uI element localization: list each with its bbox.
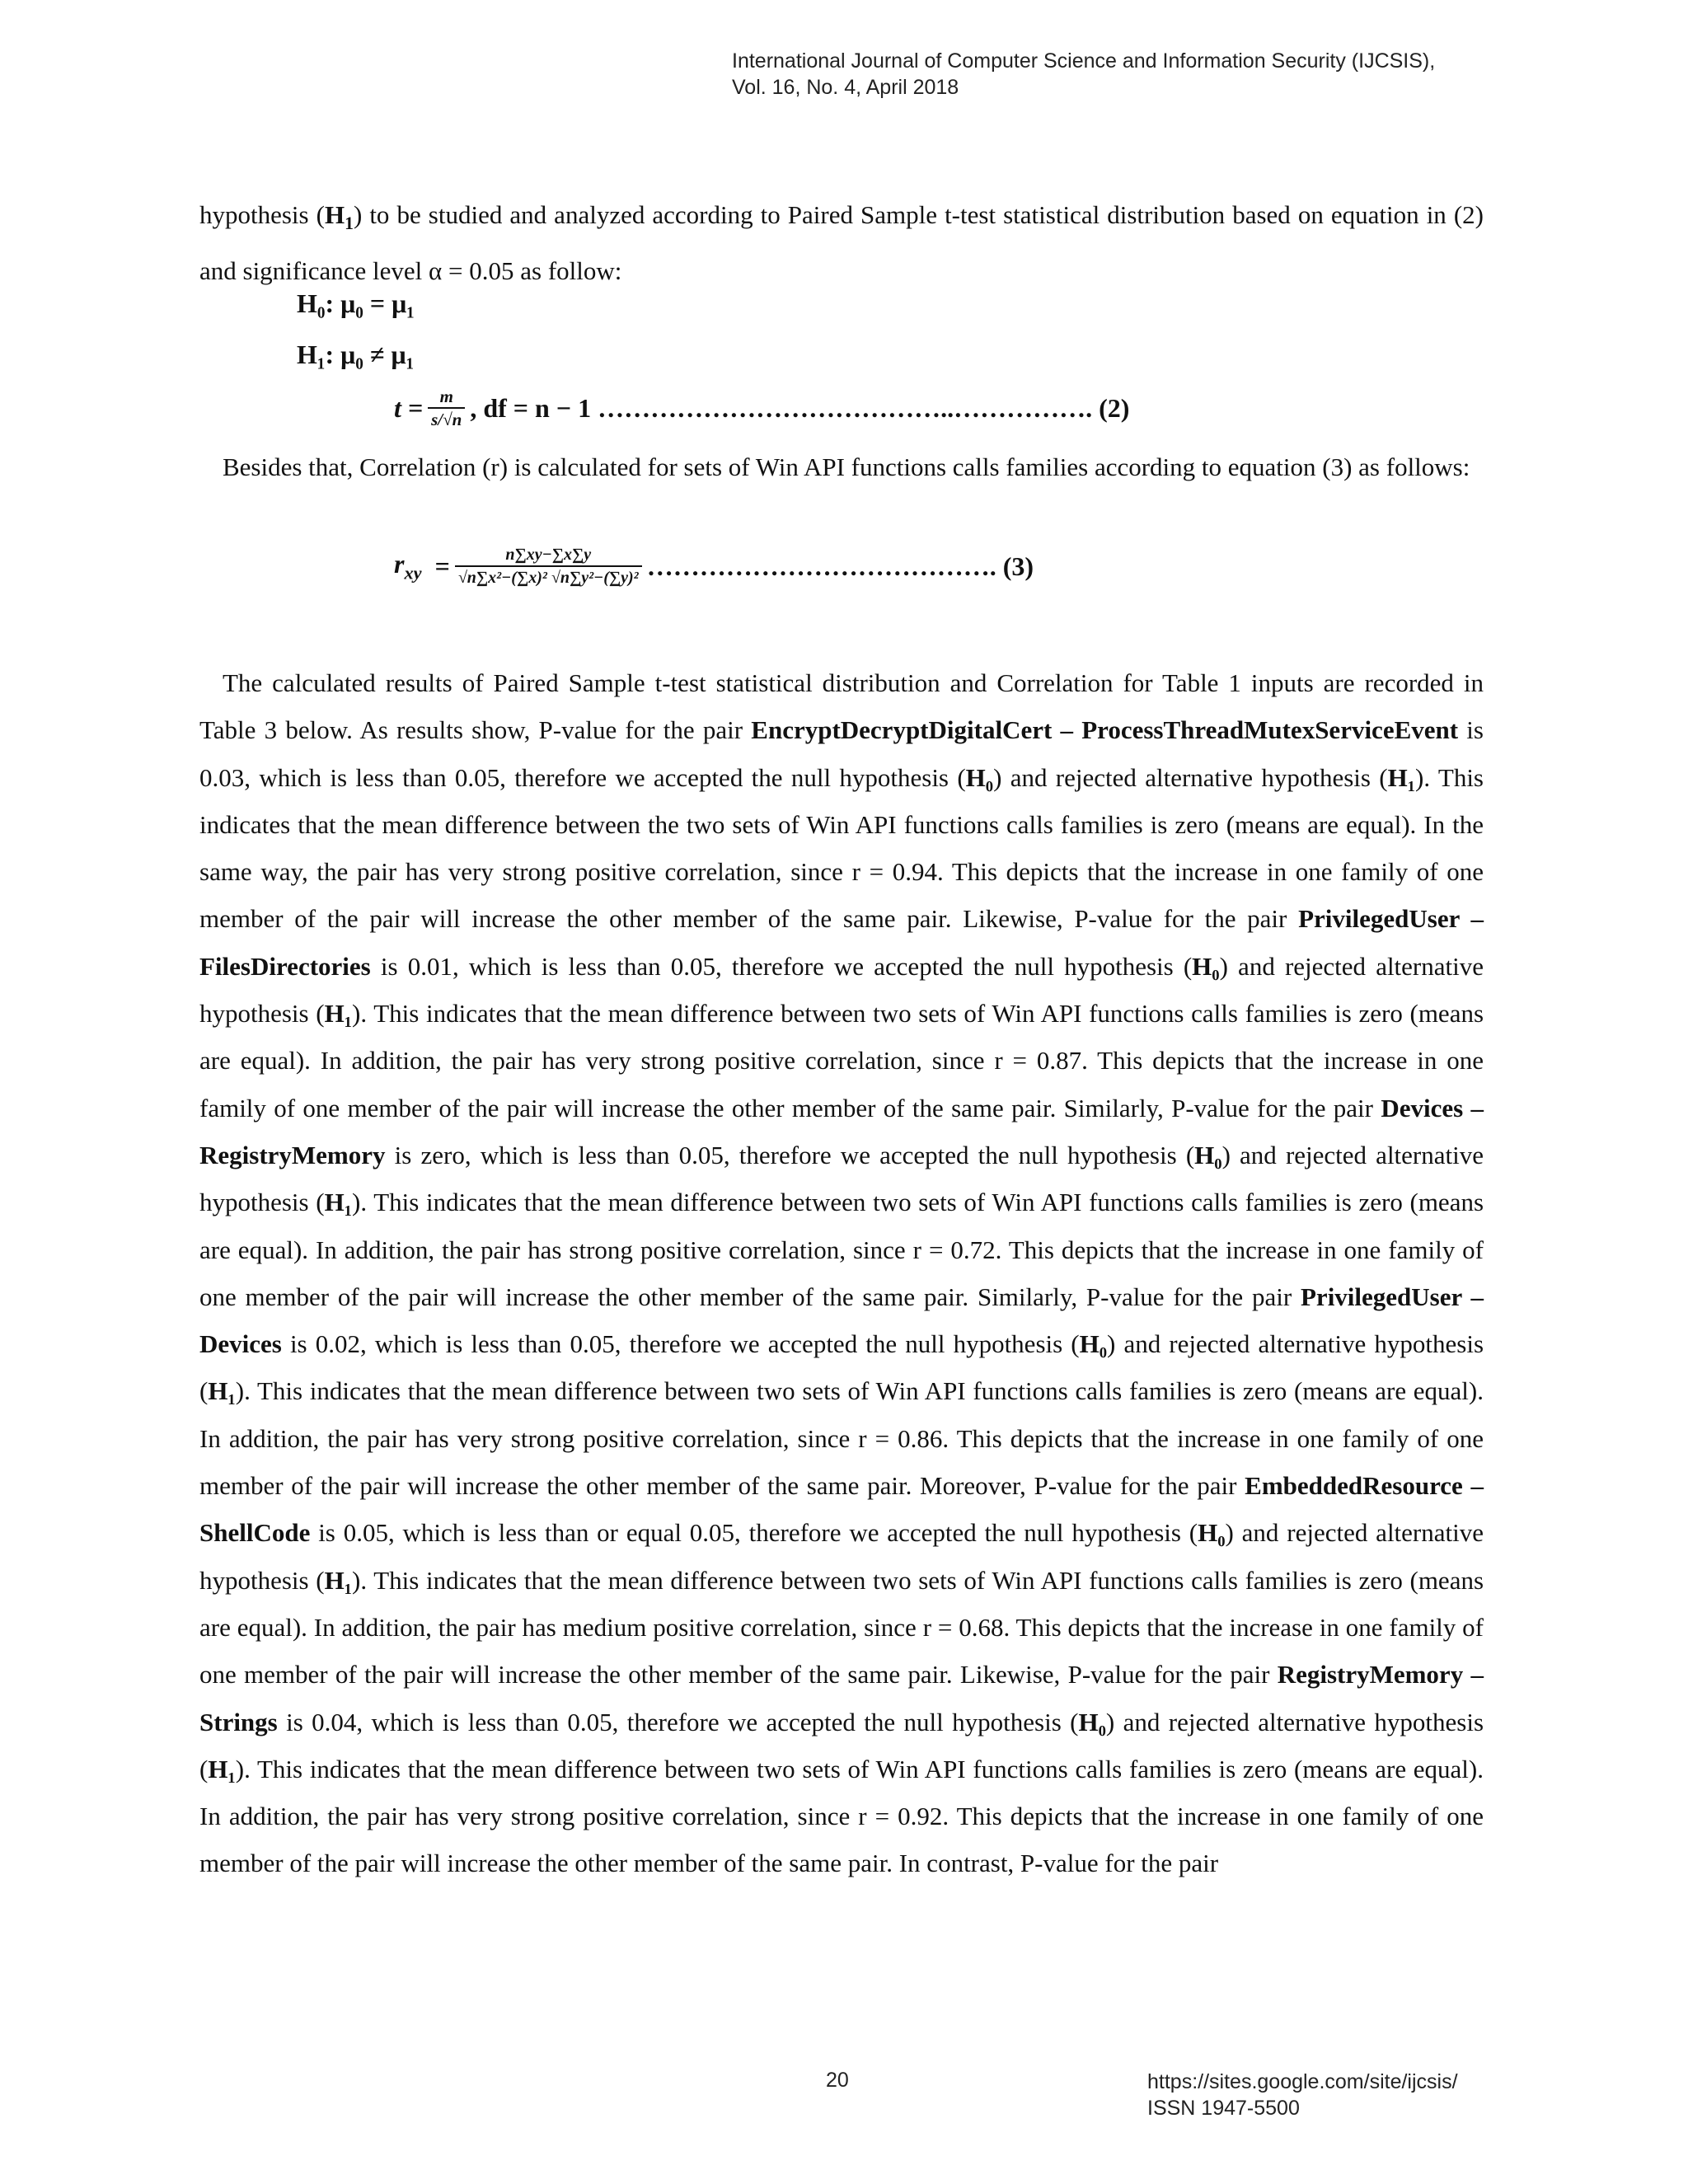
r-fraction: $\frac{n\sum xy-\sum x\sum y}{\text{√n∑x²−(∑x)² √n∑y²−(∑y)²}}$ (455, 544, 642, 588)
journal-title: International Journal of Computer Science and Information Security (IJCSIS), (732, 49, 1436, 73)
journal-url: https://sites.google.com/site/ijcsis/ (1147, 2070, 1458, 2093)
journal-header (732, 48, 1435, 101)
equation-alternative-hypothesis: H₁: μ₀ ≠ μ₁ (297, 340, 415, 369)
t-fraction: $\frac{m}{s/√n}$ (428, 386, 465, 430)
equation-t-test: t = $\frac{m}{s/√n}$ , df = n − 1 …………………………………..……………. (2) (394, 387, 1130, 429)
page-number: 20 (826, 2069, 849, 2092)
footer-info (1147, 2069, 1458, 2121)
hypothesis-h1: $H_1$ (324, 200, 354, 234)
paragraph-hypothesis: hypothesis $(H_1)$ to be studied and analyzed according to Paired Sample t-test statistical distribution based on equation in (2) and significance level α = 0.05 as follow: (199, 200, 1484, 286)
paragraph-correlation: Besides that, Correlation (r) is calculated for sets of Win API functions calls families according to equation (3) as follows: (223, 452, 1470, 481)
equation-null-hypothesis: H₀: μ₀ = μ₁ (297, 288, 415, 318)
equation-correlation: $r_{xy}$ = $\frac{n\sum xy-\sum x\sum y}{\text{√n∑x²−(∑x)² √n∑y²−(∑y)²}}$ …………………………………. (3) (394, 546, 1034, 587)
paragraph-results: The calculated results of Paired Sample t-test statistical distribution and Correlation for Table 1 inputs are recorded in Table 3 below. As results show, P-value for the pair EncryptDecryptDigitalCert – ProcessThreadMutexServiceEvent is 0.03, which is less than 0.05, therefore we accepted the null hypothesis (H₀) and rejected alternative hypothesis (H₁). This indicates that the mean difference between the two sets of Win API functions calls families is zero (means are equal). In the same way, the pair has very strong positive correlation, since r = 0.94. This depicts that the increase in one family of one member of the pair will increase the other member of the same pair. Likewise, P-value for the pair PrivilegedUser – FilesDirectories is 0.01, which is less than 0.05, therefore we accepted the null hypothesis (H₀) and rejected alternative hypothesis (H₁). This indicates that the mean difference between two sets of Win API functions calls families is zero (means are equal). In addition, the pair has very strong positive correlation, since r = 0.87. This depicts that the increase in one family of one member of the pair will increase the other member of the same pair. Similarly, P-value for the pair Devices – RegistryMemory is zero, which is less than 0.05, therefore we accepted the null hypothesis (H₀) and rejected alternative hypothesis (H₁). This indicates that the mean difference between two sets of Win API functions calls families is zero (means are equal). In addition, the pair has strong positive correlation, since r = 0.72. This depicts that the increase in one family of one member of the pair will increase the other member of the same pair. Similarly, P-value for the pair PrivilegedUser – Devices is 0.02, which is less than 0.05, therefore we accepted the null hypothesis (H₀) and rejected alternative hypothesis (H₁). This indicates that the mean difference between two sets of Win API functions calls families is zero (means are equal). In addition, the pair has very strong positive correlation, since r = 0.86. This depicts that the increase in one family of one member of the pair will increase the other member of the same pair. Moreover, P-value for the pair EmbeddedResource – ShellCode is 0.05, which is less than or equal 0.05, therefore we accepted the null hypothesis (H₀) and rejected alternative hypothesis (H₁). This indicates that the mean difference between two sets of Win API functions calls families is zero (means are equal). In addition, the pair has medium positive correlation, since r = 0.68. This depicts that the increase in one family of one member of the pair will increase the other member of the same pair. Likewise, P-value for the pair RegistryMemory – Strings is 0.04, which is less than 0.05, therefore we accepted the null hypothesis (H₀) and rejected alternative hypothesis (H₁). This indicates that the mean difference between two sets of Win API functions calls families is zero (means are equal). In addition, the pair has very strong positive correlation, since r = 0.92. This depicts that the increase in one family of one member of the pair will increase the other member of the same pair. In contrast, P-value for the pair (199, 668, 1484, 1878)
journal-volume: Vol. 16, No. 4, April 2018 (732, 76, 959, 99)
issn: ISSN 1947-5500 (1147, 2097, 1300, 2120)
